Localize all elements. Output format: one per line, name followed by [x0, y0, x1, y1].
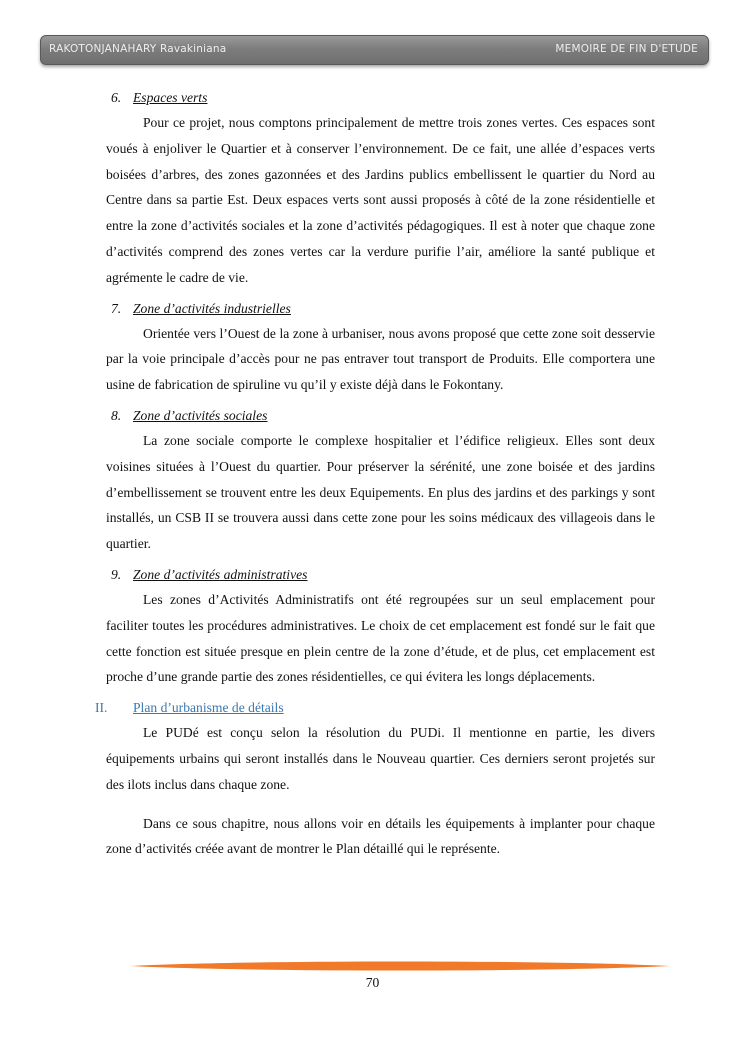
section-heading-zone-industrielles	[106, 299, 655, 319]
section-number: 6.	[111, 90, 122, 105]
section-paragraph: Les zones d’Activités Administratifs ont été regroupées sur un seul emplacement pour faciliter toutes les procédures administratives. Le choix de cet emplacement est fondé sur le fait que cette fonction est située presque en plein centre de la zone d’étude, et de plus, cet emplacement est proche d’une grande partie des zones résidentielles, ce qui évitera les longs déplacements.	[106, 591, 655, 685]
section-heading-zone-administratives	[106, 565, 655, 585]
section-number: 7.	[111, 300, 122, 316]
footer-swoosh-decoration	[130, 958, 670, 974]
section-number: 9.	[111, 566, 122, 582]
chapter-heading[interactable]	[95, 698, 655, 718]
section-paragraph: Orientée vers l’Ouest de la zone à urbaniser, nous avons proposé que cette zone soit desservie par la voie principale d’accès pour ne pas entraver tout transport de Produits. Elle comportera une usine de fabrication de spiruline vu qu’il y existe déjà dans le Fokontany.	[106, 325, 655, 393]
section-paragraph: Pour ce projet, nous comptons principalement de mettre trois zones vertes. Ces espaces sont voués à enjoliver le Quartier et à conserver l’environnement. De ce fait, une allée d’espaces verts boisées d’arbres, des zones gazonnées et des Jardins publics embellissent le quartier du Nord au Centre dans sa partie Est. Deux espaces verts sont aussi proposés à côté de la zone résidentielle et entre la zone d’activités sociales et la zone d’activités pédagogiques. Il est à noter que chaque zone d’activités comprend des zones vertes car la verdure purifie l’air, améliore la santé publique et agrémente le cadre de vie.	[106, 115, 655, 285]
section-heading-zone-sociales	[106, 406, 655, 426]
chapter-title-link[interactable]: Plan d’urbanisme de détails	[133, 700, 284, 716]
header-author: RAKOTONJANAHARY Ravakiniana	[49, 43, 227, 55]
running-header	[40, 35, 709, 65]
section-title: Espaces verts	[133, 90, 208, 105]
section-title: Zone d’activités industrielles	[133, 300, 291, 316]
footer-swoosh-shape	[130, 962, 670, 971]
chapter-number: II.	[95, 700, 108, 716]
chapter-paragraph: Le PUDé est conçu selon la résolution du PUDi. Il mentionne en partie, les divers équipements urbains qui seront installés dans le Nouveau quartier. Ces derniers seront projetés sur des ilots inclus dans chaque zone.	[106, 725, 655, 792]
chapter-paragraph: Dans ce sous chapitre, nous allons voir en détails les équipements à implanter pour chaque zone d’activités créée avant de montrer le Plan détaillé qui le représente.	[106, 815, 655, 857]
page-body	[95, 88, 655, 866]
section-number: 8.	[111, 407, 122, 423]
section-title: Zone d’activités sociales	[133, 407, 268, 423]
section-title: Zone d’activités administratives	[133, 566, 308, 582]
section-paragraph: La zone sociale comporte le complexe hospitalier et l’édifice religieux. Elles sont deux voisines situées à l’Ouest du quartier. Pour préserver la sérénité, une zone boisée et des jardins d’embellissement se trouvent entre les deux Equipements. En plus des jardins et des parkings y sont installés, un CSB II se trouvera aussi dans cette zone pour les soins médicaux des villageois dans le quartier.	[106, 432, 655, 552]
page-number: 70	[365, 975, 380, 990]
section-heading-espaces-verts	[106, 88, 655, 108]
header-document-type: MEMOIRE DE FIN D'ETUDE	[555, 43, 698, 55]
